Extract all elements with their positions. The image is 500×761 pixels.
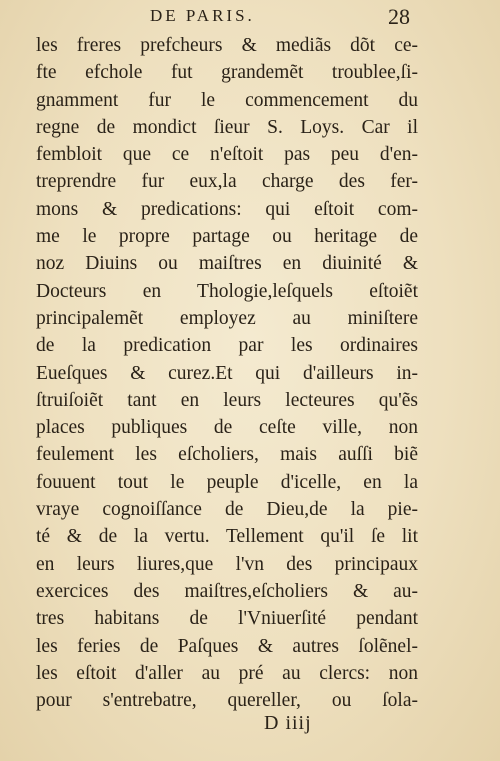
text-line: noz Diuins ou maiſtres en diuinité &	[36, 253, 418, 275]
text-line: feulement les eſcholiers, mais auſſi biẽ	[36, 444, 418, 466]
text-line: pour s'entrebatre, quereller, ou ſola-	[36, 690, 418, 712]
page-number: 28	[388, 4, 410, 29]
text-line: mons & predications: qui eſtoit com-	[36, 198, 418, 220]
text-line: fembloit que ce n'eſtoit pas peu d'en-	[36, 144, 418, 166]
text-line: regne de mondict ſieur S. Loys. Car il	[36, 116, 418, 138]
text-line: principalemẽt employez au miniſtere	[36, 307, 418, 329]
text-line: places publiques de ceſte ville, non	[36, 417, 418, 439]
running-head	[0, 4, 500, 30]
text-line: Docteurs en Thologie,leſquels eſtoiẽt	[36, 280, 418, 302]
text-line: fouuent tout le peuple d'icelle, en la	[36, 471, 418, 493]
text-line: ſtruiſoiẽt tant en leurs lecteures qu'ẽs	[36, 389, 418, 411]
text-line: les eſtoit d'aller au pré au clercs: non	[36, 662, 418, 684]
text-line: me le propre partage ou heritage de	[36, 226, 418, 248]
signature-mark: D iiij	[264, 712, 312, 734]
text-line: Eueſques & curez.Et qui d'ailleurs in-	[36, 362, 418, 384]
text-line: exercices des maiſtres,eſcholiers & au-	[36, 580, 418, 602]
text-line: tres habitans de l'Vniuerſité pendant	[36, 608, 418, 630]
text-line: les freres prefcheurs & mediãs dõt ce-	[36, 35, 418, 56]
text-line: en leurs liures,que l'vn des principaux	[36, 553, 418, 575]
text-line: gnamment fur le commencement du	[36, 89, 418, 111]
running-title: DE PARIS.	[150, 6, 255, 25]
text-line: fte efchole fut grandemẽt troublee,ſi-	[36, 62, 418, 84]
text-line: de la predication par les ordinaires	[36, 335, 418, 357]
text-line: treprendre fur eux,la charge des fer-	[36, 171, 418, 193]
text-line: vraye cognoiſſance de Dieu,de la pie-	[36, 499, 418, 521]
body-text	[36, 32, 418, 714]
text-line: té & de la vertu. Tellement qu'il ſe lit	[36, 526, 418, 548]
text-line: les feries de Paſques & autres ſolẽnel-	[36, 635, 418, 657]
